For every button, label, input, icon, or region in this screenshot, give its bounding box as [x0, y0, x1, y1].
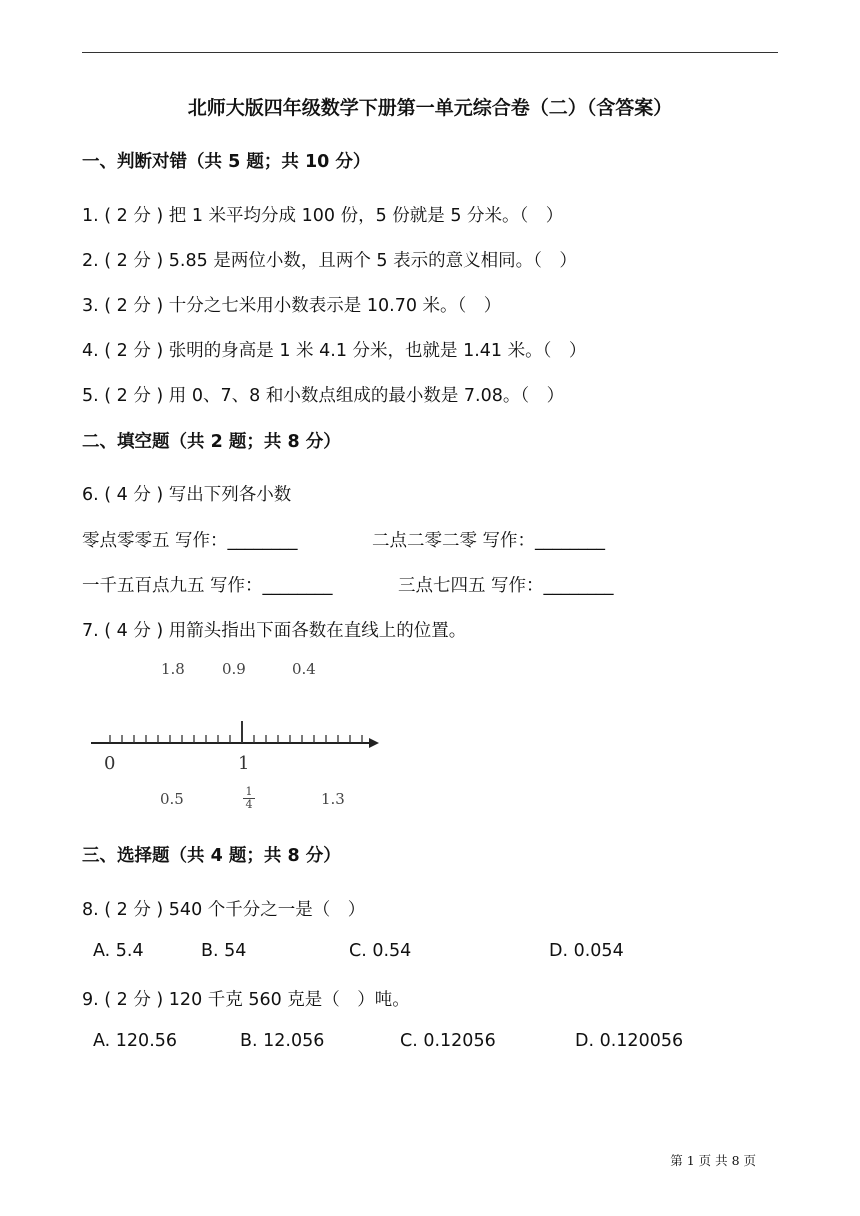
top-label-3: 0.4: [292, 660, 316, 678]
q8-option-a: A. 5.4: [93, 941, 144, 961]
q9-option-c: C. 0.12056: [400, 1031, 496, 1051]
q9-option-d: D. 0.120056: [575, 1031, 684, 1051]
page-footer: 第 1 页 共 8 页: [670, 1153, 756, 1168]
question-1: 1. ( 2 分 ) 把 1 米平均分成 100 份，5 份就是 5 分米。（ ）: [82, 206, 564, 226]
question-5: 5. ( 2 分 ) 用 0、7、8 和小数点组成的最小数是 7.08。（ ）: [82, 386, 565, 406]
fraction-numerator: 1: [243, 786, 255, 799]
bottom-label-2: 1.3: [321, 790, 345, 808]
q6-item-c: 一千五百点九五 写作：________: [82, 576, 333, 596]
top-label-2: 0.9: [222, 660, 246, 678]
q6-item-d: 三点七四五 写作：________: [398, 576, 614, 596]
q8-option-c: C. 0.54: [349, 941, 412, 961]
q9-option-a: A. 120.56: [93, 1031, 178, 1051]
q8-option-d: D. 0.054: [549, 941, 624, 961]
fraction-denominator: 4: [245, 798, 253, 811]
header-rule: [82, 52, 778, 53]
section-1-heading: 一、判断对错（共 5 题；共 10 分）: [82, 152, 371, 172]
top-label-1: 1.8: [161, 660, 185, 678]
axis-label-0: 0: [104, 753, 116, 774]
number-line-figure: [85, 655, 395, 825]
q6-item-a: 零点零零五 写作：________: [82, 531, 298, 551]
bottom-label-1: 0.5: [160, 790, 184, 808]
q8-option-b: B. 54: [201, 941, 247, 961]
question-3: 3. ( 2 分 ) 十分之七米用小数表示是 10.70 米。（ ）: [82, 296, 502, 316]
question-8: 8. ( 2 分 ) 540 个千分之一是（ ）: [82, 900, 366, 920]
axis-label-1: 1: [238, 753, 250, 774]
question-4: 4. ( 2 分 ) 张明的身高是 1 米 4.1 分米，也就是 1.41 米。（ ）: [82, 341, 587, 361]
question-6: 6. ( 4 分 ) 写出下列各小数: [82, 485, 292, 505]
question-7: 7. ( 4 分 ) 用箭头指出下面各数在直线上的位置。: [82, 621, 467, 641]
number-line: [85, 655, 395, 825]
q6-item-b: 二点二零二零 写作：________: [372, 531, 606, 551]
page-title: 北师大版四年级数学下册第一单元综合卷（二）（含答案）: [187, 97, 673, 119]
question-9: 9. ( 2 分 ) 120 千克 560 克是（ ）吨。: [82, 990, 410, 1010]
section-3-heading: 三、选择题（共 4 题；共 8 分）: [82, 846, 341, 866]
fraction-label: [243, 786, 255, 811]
section-2-heading: 二、填空题（共 2 题；共 8 分）: [82, 432, 341, 452]
question-2: 2. ( 2 分 ) 5.85 是两位小数，且两个 5 表示的意义相同。（ ）: [82, 251, 577, 271]
q9-option-b: B. 12.056: [240, 1031, 325, 1051]
